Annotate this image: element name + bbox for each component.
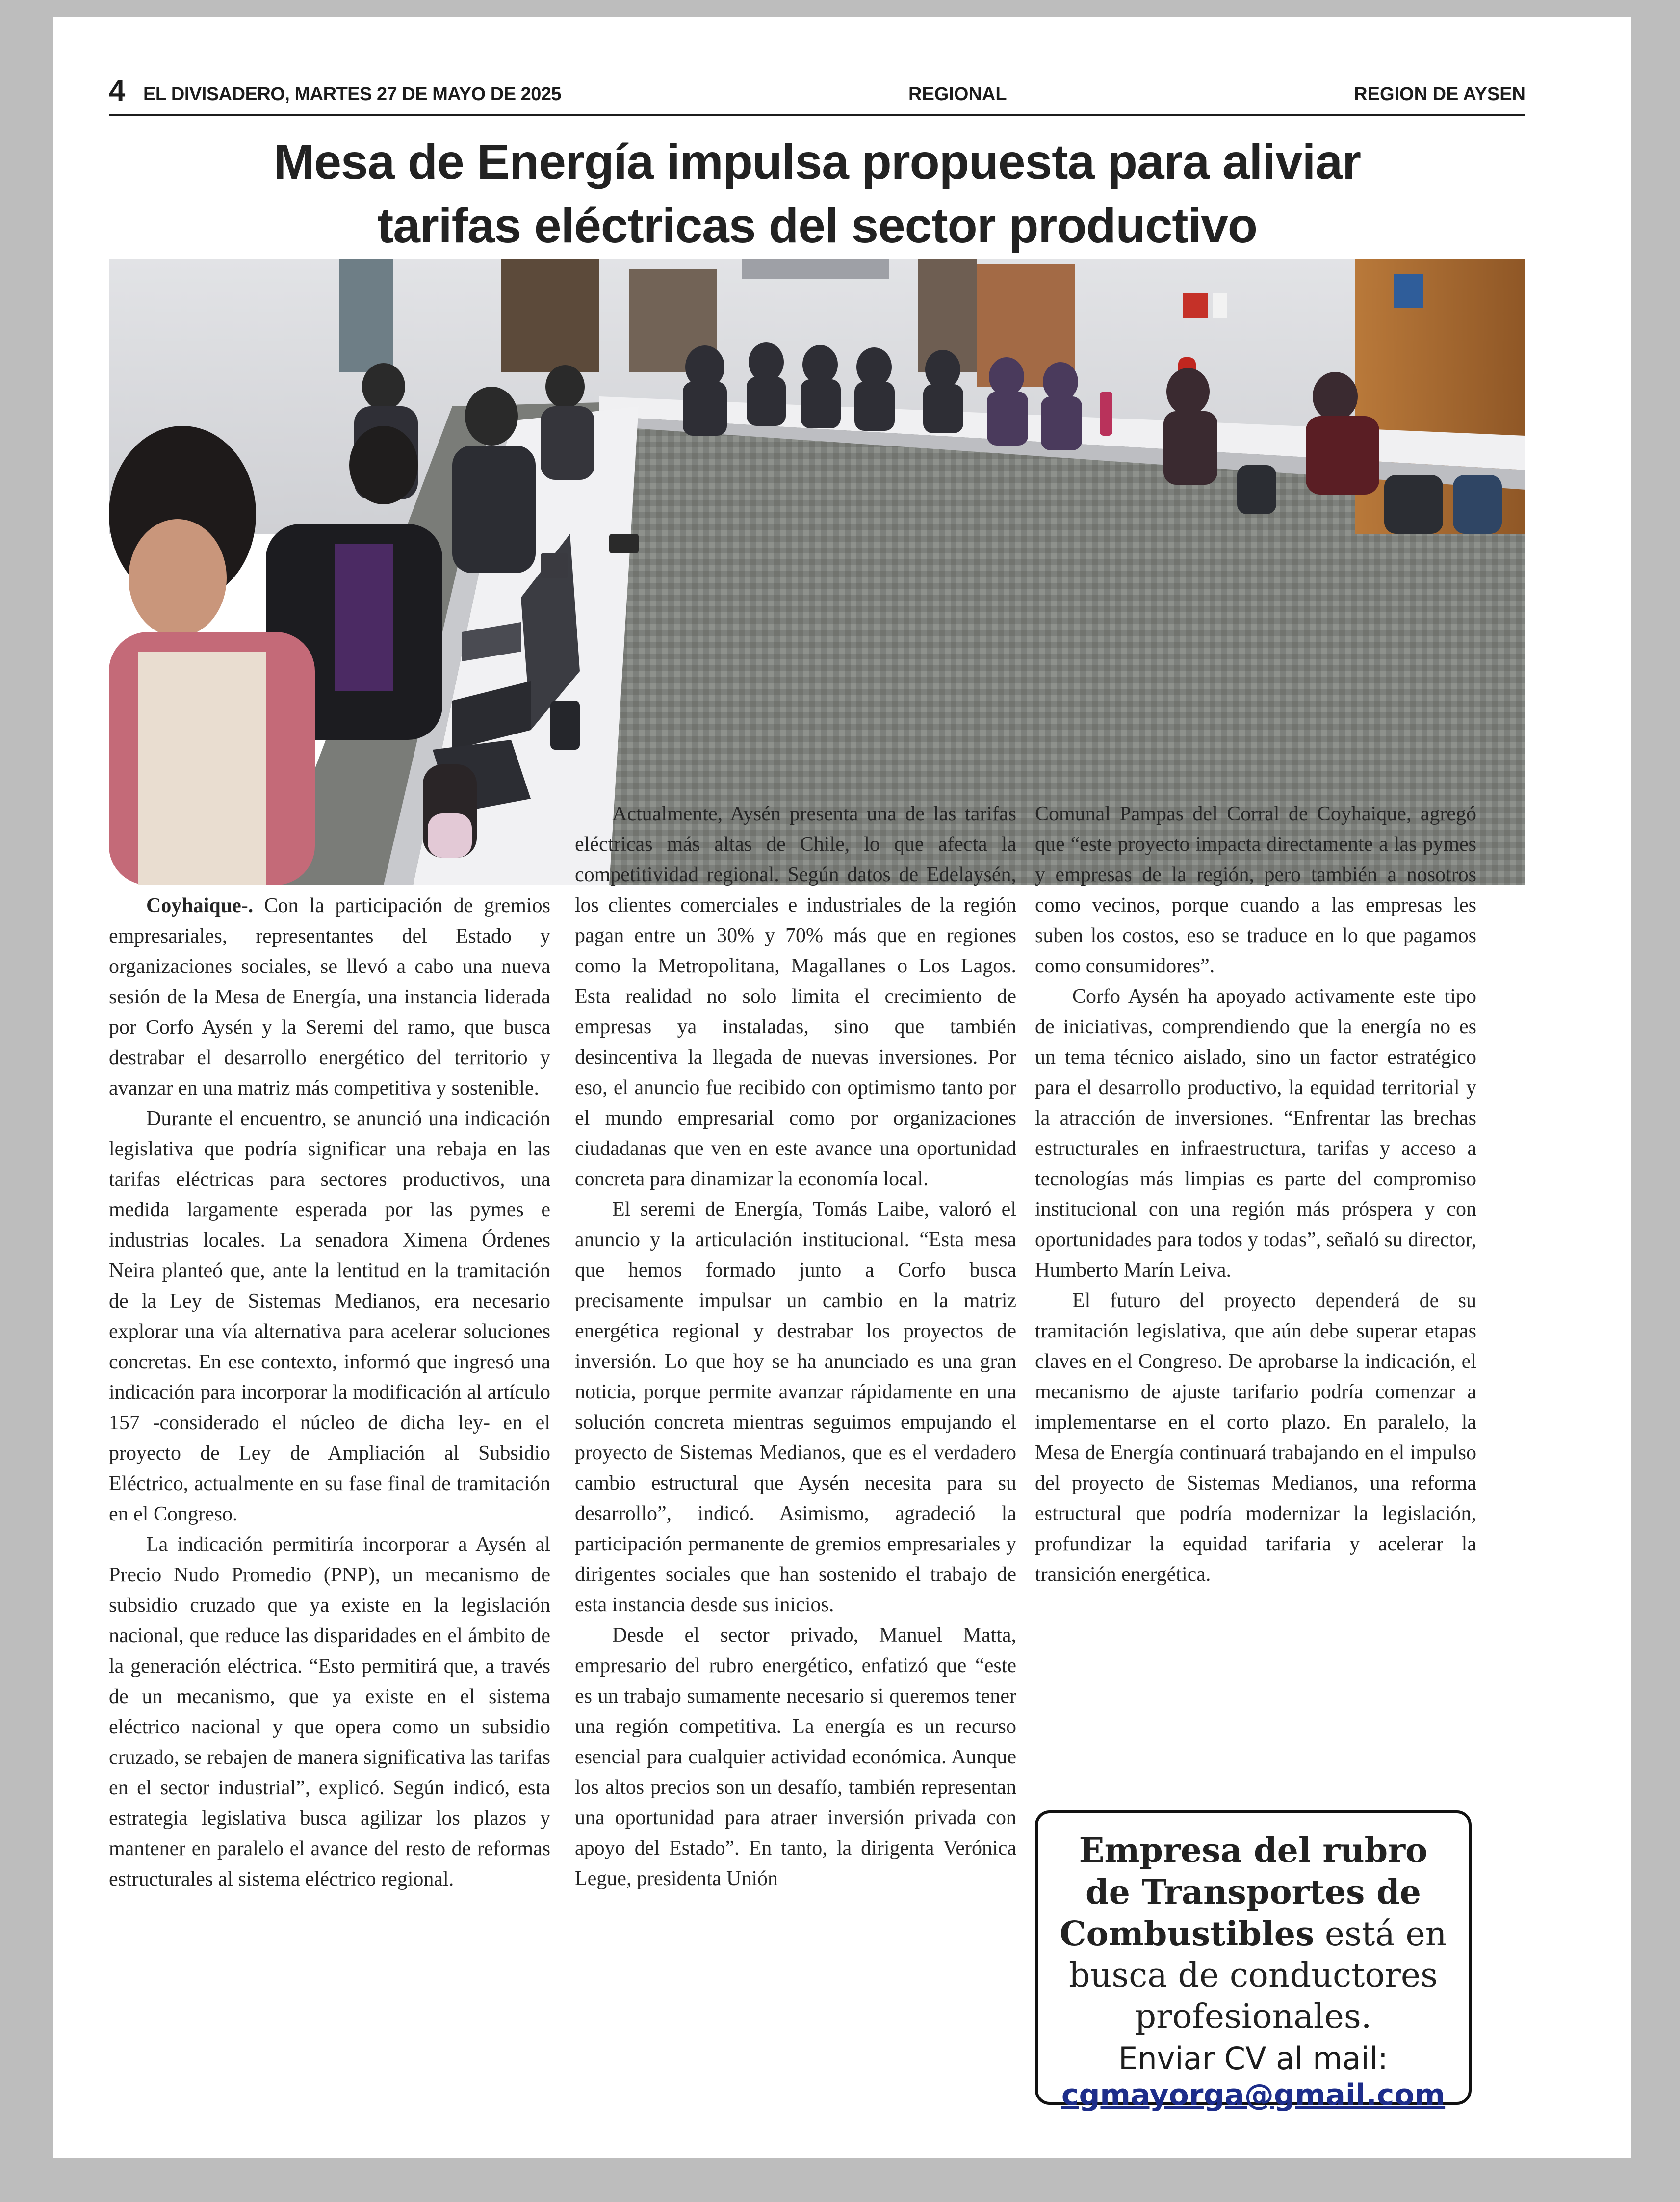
region-label: REGION DE AYSEN	[1354, 84, 1525, 105]
headline	[109, 130, 1525, 258]
ad-text	[1038, 1830, 1469, 2038]
ad-send-label: Enviar CV al mail:	[1118, 2041, 1388, 2076]
article-paragraph: Corfo Aysén ha apoyado activamente este tipo de iniciativas, comprendiendo que la energía no es un tema técnico aislado, sino un factor estratégico para el desarrollo productivo, la equidad territorial y la atracción de inversiones. “Enfrentar las brechas estructurales en infraestructura, tarifas y acceso a tecnologías más limpias es parte del compromiso institucional con una región más próspera y con oportunidades para todos y todas”, señaló su director, Humberto Marín Leiva.	[1035, 985, 1476, 1282]
dateline: Coyhaique-.	[146, 894, 254, 917]
header-rule	[109, 114, 1525, 116]
ad-email-link[interactable]: cgmayorga@gmail.com	[1061, 2078, 1446, 2112]
article-column-2	[575, 799, 1016, 1894]
article-paragraph: Actualmente, Aysén presenta una de las tarifas eléctricas más altas de Chile, lo que afecta la competitividad regional. Según datos de Edelaysén, los clientes comerciales e industriales de la región pagan entre un 30% y 70% más que en regiones como la Metropolitana, Magallanes o Los Lagos. Esta realidad no solo limita el crecimiento de empresas ya instaladas, sino que también desincentiva la llegada de nuevas inversiones. Por eso, el anuncio fue recibido con optimismo tanto por el mundo empresarial como por organizaciones ciudadanas que ven en este avance una oportunidad concreta para dinamizar la economía local.	[575, 803, 1016, 1190]
paragraph-text: Con la participación de gremios empresariales, representantes del Estado y organizaciones sociales, se llevó a cabo una nueva sesión de la Mesa de Energía, una instancia liderada por Corfo Aysén y la Seremi del ramo, que busca destrabar el desarrollo energético del territorio y avanzar en una matriz más competitiva y sostenible.	[109, 894, 550, 1100]
article-paragraph: La indicación permitiría incorporar a Aysén al Precio Nudo Promedio (PNP), un mecanismo de subsidio cruzado que ya existe en la legislación nacional, que reduce las disparidades en el ámbito de la generación eléctrica. “Esto permitirá que, a través de un mecanismo, que ya existe en el sistema eléctrico nacional y que opera como un subsidio cruzado, se rebajen de manera significativa las tarifas en el sector industrial”, explicó. Según indicó, esta estrategia legislativa busca agilizar los plazos y mantener en paralelo el avance del resto de reformas estructurales al sistema eléctrico regional.	[109, 1533, 550, 1890]
ad-company: Empresa del rubro de Transportes de Combustibles	[1060, 1831, 1428, 1954]
headline-line-1: Mesa de Energía impulsa propuesta para aliviar	[274, 134, 1361, 189]
article-column-3	[1035, 799, 1476, 1590]
ad-message: está en busca de conductores profesionales.	[1069, 1915, 1447, 2036]
paper-name-date: EL DIVISADERO, MARTES 27 DE MAYO DE 2025	[143, 84, 562, 105]
page-number: 4	[109, 74, 126, 107]
article-column-1	[109, 891, 550, 1894]
article-paragraph: Comunal Pampas del Corral de Coyhaique, agregó que “este proyecto impacta directamente a las pymes y empresas de la región, pero también a nosotros como vecinos, porque cuando a las empresas les suben los costos, eso se traduce en lo que pagamos como consumidores”.	[1035, 803, 1476, 977]
article-paragraph: El futuro del proyecto dependerá de su tramitación legislativa, que aún debe superar etapas claves en el Congreso. De aprobarse la indicación, el mecanismo de ajuste tarifario podría comenzar a implementarse en el corto plazo. En paralelo, la Mesa de Energía continuará trabajando en el impulso del proyecto de Sistemas Medianos, una reforma estructural que podría modernizar la legislación, profundizar la equidad tarifaria y acelerar la transición energética.	[1035, 1289, 1476, 1586]
article-paragraph: Desde el sector privado, Manuel Matta, empresario del rubro energético, enfatizó que “este es un trabajo sumamente necesario si queremos tener una región competitiva. La energía es un recurso esencial para cualquier actividad económica. Aunque los altos precios son un desafío, también representan una oportunidad para atraer inversión privada con apoyo del Estado”. En tanto, la dirigenta Verónica Legue, presidenta Unión	[575, 1624, 1016, 1890]
article-paragraph: Durante el encuentro, se anunció una indicación legislativa que podría significar una rebaja en las tarifas eléctricas para sectores productivos, una medida largamente esperada por las pymes e industrias locales. La senadora Ximena Órdenes Neira planteó que, ante la lentitud en la tramitación de la Ley de Sistemas Medianos, era necesario explorar una vía alternativa para acelerar soluciones concretas. En ese contexto, informó que ingresó una indicación para incorporar la modificación al artículo 157 -considerado el núcleo de dicha ley- en el proyecto de Ley de Ampliación al Subsidio Eléctrico, actualmente en su fase final de tramitación en el Congreso.	[109, 1107, 550, 1525]
page-header	[109, 73, 1525, 117]
article-paragraph: El seremi de Energía, Tomás Laibe, valoró el anuncio y la articulación institucional. “Esta mesa que hemos formado junto a Corfo busca precisamente impulsar un cambio en la matriz energética regional y destrabar los proyectos de inversión. Lo que hoy se ha anunciado es una gran noticia, porque permite avanzar rápidamente en una solución concreta mientras seguimos empujando el proyecto de Sistemas Medianos, que es el verdadero cambio estructural que Aysén necesita para su desarrollo”, indicó. Asimismo, agradeció la participación permanente de gremios empresariales y dirigentes sociales que han sostenido el trabajo de esta instancia desde sus inicios.	[575, 1198, 1016, 1616]
job-advertisement	[1035, 1810, 1472, 2112]
headline-line-2: tarifas eléctricas del sector productivo	[377, 198, 1258, 253]
article-paragraph	[109, 891, 550, 1103]
section-label: REGIONAL	[908, 84, 1007, 105]
meeting-photo	[109, 259, 1525, 885]
